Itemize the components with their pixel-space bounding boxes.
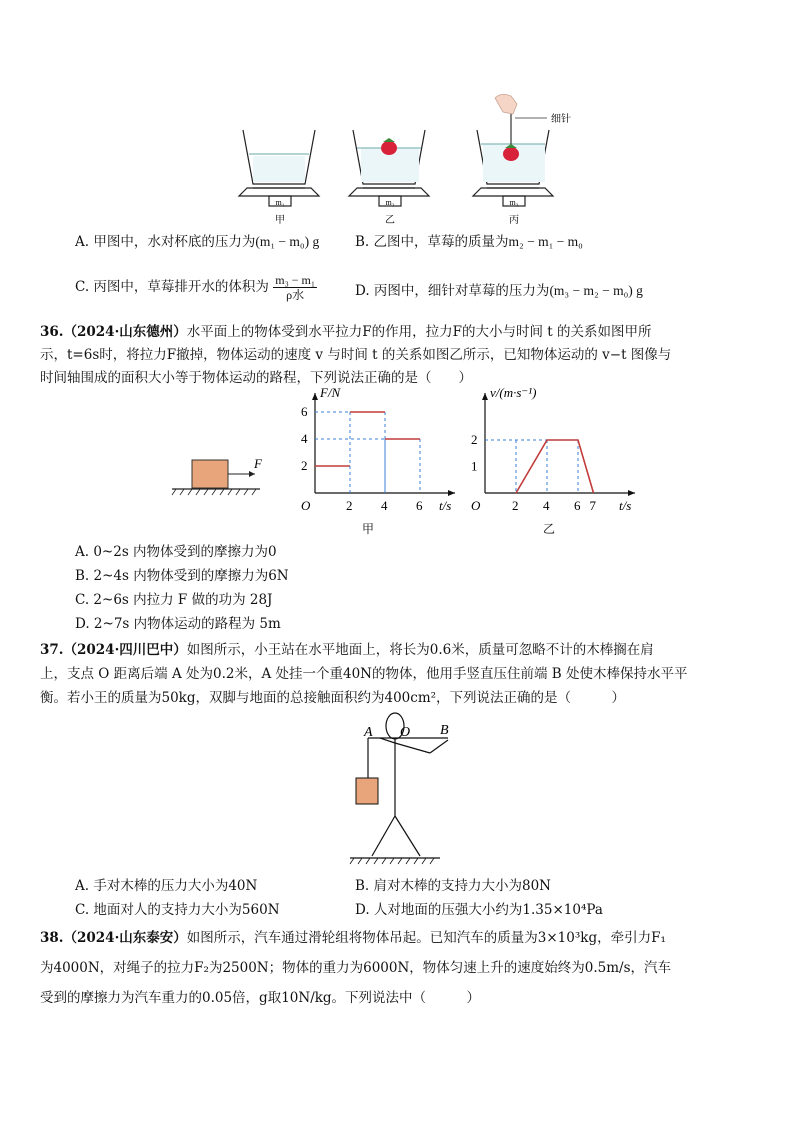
question-source: （2024·山东德州） [63,324,187,340]
q36-option-b: B. 2~4s 内物体受到的摩擦力为6N [75,568,289,584]
question-number: 37. [40,642,64,658]
x-tick-label: 4 [543,498,550,513]
block-figure [170,455,270,500]
option-fraction: $\frac{\text{m₃ − m₁}}{\text{ρ水}}$ [275,273,316,302]
x-tick-label: O [301,498,311,513]
q37-option-d: D. 人对地面的压强大小约为1.35×10⁴Pa [355,902,603,918]
x-tick-label: O [471,498,481,513]
option-expr: m₂ − m₁ − m₀ [508,234,583,249]
x-axis-arrow [628,490,635,496]
y-axis-label: v/(m·s⁻¹) [490,385,537,400]
beaker-scale-figure [225,92,575,227]
x-tick-label: 6 [574,498,581,513]
question-source: （2024·山东泰安） [63,930,187,946]
q36-line1 [40,322,652,342]
x-tick-label: 2 [512,498,519,513]
q36-line3: 时间轴围成的面积大小等于物体运动的路程，下列说法正确的是（ ） [40,370,472,386]
option-expr: (m₁ − m₀) g [255,234,320,249]
q37-option-c: C. 地面对人的支持力大小为560N [75,902,280,918]
option-d [355,281,643,301]
y-tick-label: 2 [471,432,478,447]
q36-option-c: C. 2~6s 内拉力 F 做的功为 28J [75,592,273,608]
x-tick-label: 4 [381,498,388,513]
hand-icon [495,94,517,114]
q37-option-a: A. 手对木棒的压力大小为40N [75,878,258,894]
y-axis-label: F/N [320,385,341,400]
option-text: D. 丙图中，细针对草莓的压力为 [355,283,550,299]
option-text: B. 乙图中，草莓的质量为 [355,234,509,250]
fig-label-jia: 甲 [275,215,285,226]
velocity-time-chart [465,385,640,520]
q37-line2: 上，支点 O 距离后端 A 处为0.2米，A 处挂一个重40N的物体，他用手竖直压住前端 B 处使木棒保持水平平 [40,666,688,682]
force-label: F [254,456,262,471]
q38-line3: 受到的摩擦力为汽车重力的0.05倍，g取10N/kg。下列说法中（ ） [40,990,481,1006]
force-time-chart [270,385,460,520]
question-number: 36. [40,324,64,340]
option-text: C. 丙图中，草莓排开水的体积为 [75,279,269,295]
q38-line2: 为4000N，对绳子的拉力F₂为2500N；物体的重力为6000N，物体匀速上升的速度始终为0.5m/s，汽车 [40,960,672,976]
graph-label-jia: 甲 [362,522,375,536]
question-text: 如图所示，汽车通过滑轮组将物体吊起。已知汽车的质量为3×10³kg，牵引力F₁ [186,930,666,946]
x-axis-label: t/s [439,498,452,513]
needle-label: 细针 [551,114,571,125]
stick-figure-lever [340,708,470,873]
option-expr: (m₃ − m₂ − m₀) g [549,283,643,298]
fig-label-bing: 丙 [509,215,519,226]
x-tick-label: 7 [589,498,596,513]
option-c [75,273,317,302]
question-source: （2024·四川巴中） [63,642,187,658]
y-tick-label: 4 [301,431,308,446]
question-number: 38. [40,930,64,946]
x-tick-label: 6 [416,498,423,513]
strawberry-icon [381,141,397,155]
velocity-line [516,440,594,493]
option-text: A. 甲图中，水对杯底的压力为 [75,234,256,250]
question-text: 如图所示，小王站在水平地面上，将长为0.6米，质量可忽略不计的木棒搁在肩 [186,642,654,658]
point-o-label: O [400,725,411,740]
fig-label-yi: 乙 [385,215,395,226]
q37-line1 [40,640,654,660]
mass-label: m₂ [385,198,395,207]
y-tick-label: 2 [301,458,308,473]
graph-label-yi: 乙 [543,522,556,536]
q37-line3: 衡。若小王的质量为50kg，双脚与地面的总接触面积约为400cm²，下列说法正确的是（ ） [40,690,626,706]
point-b-label: B [440,723,449,738]
y-axis-arrow [482,393,488,400]
mass-label: m₁ [275,198,285,207]
q37-option-b: B. 肩对木棒的支持力大小为80N [355,878,551,894]
q38-line1 [40,928,666,948]
option-b [355,232,583,252]
x-tick-label: 2 [346,498,353,513]
x-axis-label: t/s [619,498,632,513]
mass-label: m₃ [509,198,519,207]
point-a-label: A [364,725,373,740]
q36-line2: 示，t=6s时，将拉力F撤掉，物体运动的速度 v 与时间 t 的关系如图乙所示，已知物体运动的 v−t 图像与 [40,347,672,363]
q36-option-a: A. 0~2s 内物体受到的摩擦力为0 [75,544,277,560]
y-axis-arrow [312,393,318,400]
y-tick-label: 1 [471,458,478,474]
option-a [75,232,319,252]
strawberry-icon [503,147,519,161]
x-axis-arrow [448,490,455,496]
y-tick-label: 6 [301,404,308,419]
question-text: 水平面上的物体受到水平拉力F的作用，拉力F的大小与时间 t 的关系如图甲所 [186,324,652,340]
q36-option-d: D. 2~7s 内物体运动的路程为 5m [75,616,281,632]
